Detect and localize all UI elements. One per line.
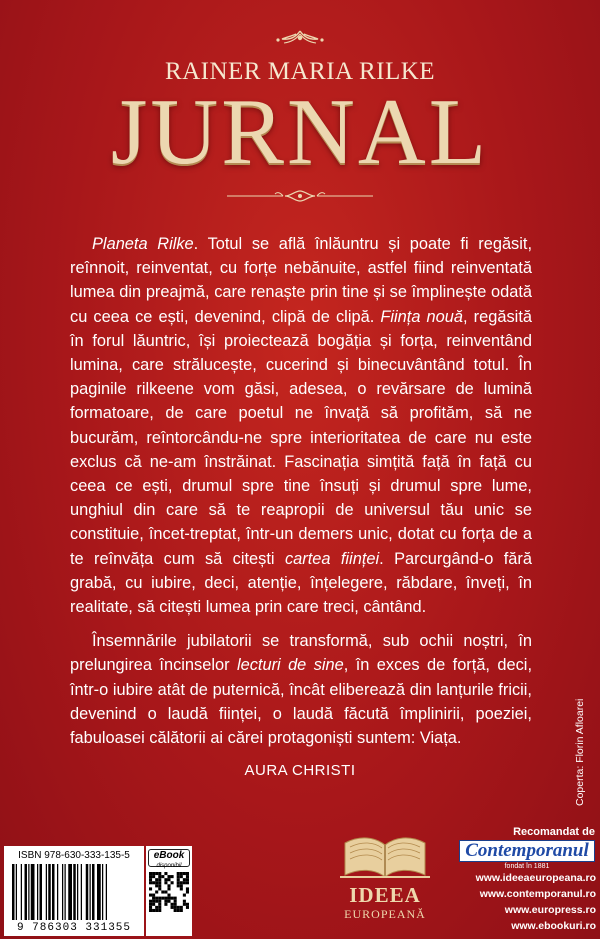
text-run: , regăsită în forul lăuntric, își proiectează bogăția și forța, reinventând lumina, care strălucește, cucerind și binecuvântând totul. În paginile rilkeene vom găsi, adesea, o revărsare de lumină formatoare, de care poetul ne învață să profităm, să ne bucurăm, reîntorcându-ne spre interioritatea de care nu este exclus că ne-am înstrăinat. Fascinația simțită față în față cu ceea ce ești, drumul spre tine însuți și drumul spre lume, unghiul din care să te reapropii de universul tău unic se constituie, încet-treptat, într-un demers unic, dotat cu forța de a te reînvăța cum să citești xyxy=(70,307,532,568)
barcode-icon xyxy=(12,864,136,922)
book-title: JURNAL xyxy=(110,80,490,184)
url-link[interactable]: www.contemporanul.ro xyxy=(479,888,596,900)
italic-phrase: Ființa nouă xyxy=(380,307,464,326)
recommended-label: Recomandat de xyxy=(513,826,595,838)
text-run: , în exces de forță, deci, într-o iubire atât de puternică, încât eliberează din lanțurile fricii, devenind o laudă ființei, o laudă făcută împlinirii, poeziei, fabuloasei călătorii ai cărei protagoniști suntem: Viața. xyxy=(70,656,533,748)
barcode-digits: 9 786303 331355 xyxy=(16,922,132,934)
blurb-paragraph-2 xyxy=(70,629,532,750)
url-link[interactable]: www.ebookuri.ro xyxy=(511,920,596,932)
italic-phrase: lecturi de sine xyxy=(236,656,344,675)
ebook-sublabel: disponibil xyxy=(156,863,182,869)
founded-label: fondat în 1881 xyxy=(504,863,550,870)
barcode-block xyxy=(4,846,144,936)
publisher-logo xyxy=(330,825,440,935)
signature: AURA CHRISTI xyxy=(244,762,356,779)
publisher-subname: EUROPEANĂ xyxy=(344,907,426,921)
text-run: . Totul se află înlăuntru și poate fi regăsit, reînnoit, reinventat, cu forțe nebănuite, astfel fiind reinventată lumea din preajmă, care renaște prin tine și se împlinește odată cu ceea ce ești, devenind, clipă de clipă. xyxy=(70,235,532,326)
blurb-text xyxy=(70,232,532,750)
url-link[interactable]: www.europress.ro xyxy=(504,904,596,916)
top-ornament xyxy=(270,28,330,46)
qr-code-icon xyxy=(149,872,189,912)
ebook-label: eBook xyxy=(153,850,185,861)
isbn-label: ISBN 978-630-333-135-5 xyxy=(18,850,130,861)
text-run: Însemnările jubilatorii se transformă, sub ochii noștri, în prelungirea încinselor xyxy=(70,632,532,675)
ebook-block xyxy=(146,846,192,936)
url-list xyxy=(440,870,596,934)
publisher-name: IDEEA xyxy=(349,883,421,907)
italic-phrase: Planeta Rilke xyxy=(92,235,194,253)
blurb-paragraph-1 xyxy=(70,232,532,619)
italic-phrase: cartea ființei xyxy=(284,549,380,568)
contemporanul-logo: Contemporanul xyxy=(459,840,595,862)
ebook-badge xyxy=(148,849,190,867)
cover-credit: Coperta: Florin Afloarei xyxy=(574,698,586,806)
text-run: . Parcurgând-o fără grabă, cu iubire, deci, atenție, înțelegere, răbdare, înveți, în realitate, să citești lumea prin care treci, cântând. xyxy=(70,549,532,617)
author-name: RAINER MARIA RILKE xyxy=(164,58,436,85)
url-link[interactable]: www.ideeaeuropeana.ro xyxy=(475,872,596,884)
divider-ornament xyxy=(225,188,375,204)
open-book-icon xyxy=(330,825,440,885)
